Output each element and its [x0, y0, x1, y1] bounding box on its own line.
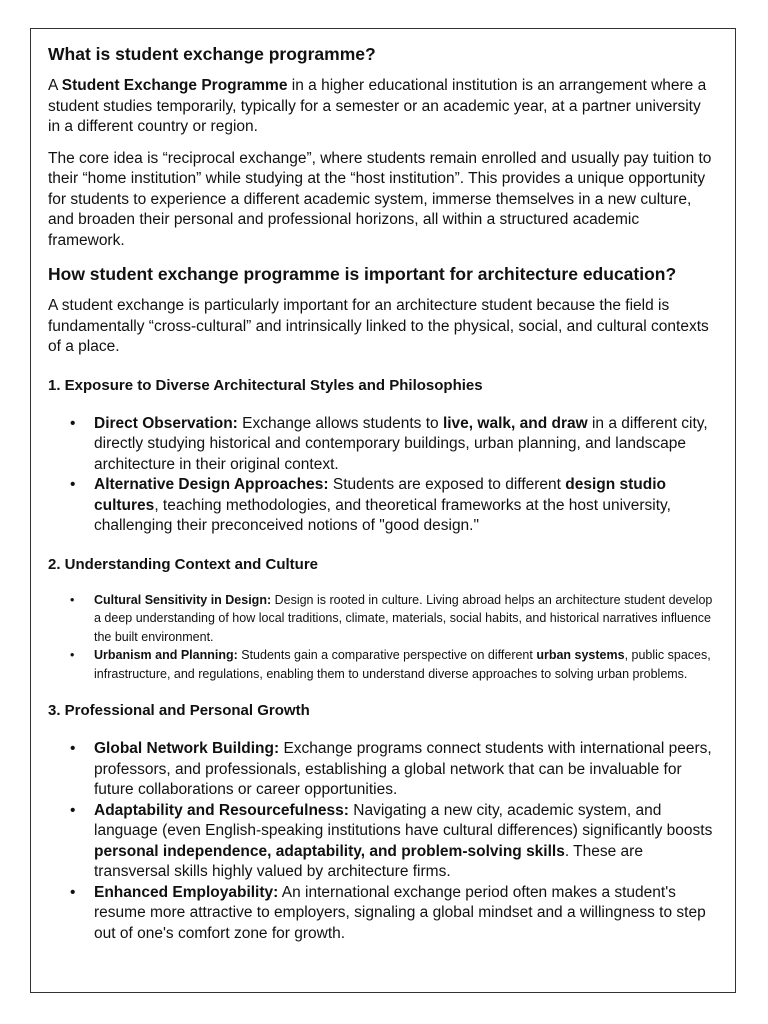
- bold-term: design studio cultures: [94, 476, 667, 514]
- text: Design is rooted in culture. Living abroad helps an architecture student develop a deep understanding of how local traditions, climate, materials, social habits, and historical narratives influence the built environment.: [94, 592, 713, 644]
- item-label: Global Network Building:: [94, 740, 280, 757]
- list-item: [48, 414, 717, 476]
- item-label: Adaptability and Resourcefulness:: [94, 801, 349, 819]
- text: in a higher educational institution is an arrangement where a student studies temporarily, typically for a semester or an academic year, at a partner university in a different country or region.: [48, 77, 707, 135]
- text: Exchange allows students to: [237, 414, 443, 432]
- item-label: Cultural Sensitivity in Design:: [94, 592, 272, 607]
- text: in a different city, directly studying historical and contemporary buildings, urban planning, and landscape architecture in their original context.: [94, 414, 708, 473]
- item-label: Enhanced Employability:: [94, 883, 279, 901]
- item-label: Alternative Design Approaches:: [94, 476, 329, 493]
- text: An international exchange period often makes a student's resume more attractive to employers, signaling a global mindset and a willingness to step out of one's comfort zone for growth.: [94, 883, 706, 942]
- text: , teaching methodologies, and theoretical frameworks at the host university, challenging their preconceived notions of "good design.": [94, 496, 671, 534]
- list-item: [48, 801, 717, 883]
- item-label: Direct Observation:: [94, 414, 238, 432]
- text: . These are transversal skills highly valued by architecture firms.: [94, 842, 643, 880]
- section-2-list: [48, 591, 717, 684]
- section-1-list: [48, 414, 717, 537]
- list-item: [48, 475, 717, 537]
- list-item: [48, 883, 717, 945]
- section-1-heading: 1. Exposure to Diverse Architectural Styles and Philosophies: [48, 376, 483, 394]
- list-item: [48, 646, 717, 683]
- heading-what-is: What is student exchange programme?: [48, 44, 376, 64]
- bold-term: urban systems: [536, 648, 625, 662]
- section-3-heading: 3. Professional and Personal Growth: [48, 702, 310, 719]
- bold-term: live, walk, and draw: [442, 414, 588, 432]
- text: Students gain a comparative perspective on different: [237, 648, 537, 662]
- paragraph-importance-intro: A student exchange is particularly important for an architecture student because the field is fundamentally “cross-cultural” and intrinsically linked to the physical, social, and cultural contexts of a place.: [48, 297, 709, 355]
- item-label: Urbanism and Planning:: [94, 648, 238, 662]
- paragraph-definition: [48, 76, 717, 138]
- bold-term: personal independence, adaptability, and problem-solving skills: [94, 842, 565, 860]
- section-3-list: [48, 739, 717, 944]
- document-page: [30, 28, 736, 993]
- text: Exchange programs connect students with international peers, professors, and professionals, establishing a global network that can be invaluable for future collaborations or career opportunities.: [94, 740, 712, 798]
- text: , public spaces, infrastructure, and regulations, enabling them to understand diverse approaches to solving urban problems.: [94, 648, 711, 681]
- text: Navigating a new city, academic system, and language (even English-speaking institutions have cultural differences) significantly boosts: [94, 801, 713, 839]
- bold-term: Student Exchange Programme: [61, 77, 288, 94]
- list-item: [48, 591, 717, 647]
- text: A: [48, 77, 62, 94]
- list-item: [48, 739, 717, 801]
- paragraph-core-idea: The core idea is “reciprocal exchange”, where students remain enrolled and usually pay tuition to their “home institution” while studying at the “host institution”. This provides a unique opportunity for students to experience a different academic system, immerse themselves in a new culture, and broaden their personal and professional horizons, all within a structured academic framework.: [48, 149, 712, 249]
- section-2-heading: 2. Understanding Context and Culture: [48, 555, 319, 573]
- heading-importance: How student exchange programme is important for architecture education?: [48, 264, 677, 284]
- text: Students are exposed to different: [328, 476, 566, 493]
